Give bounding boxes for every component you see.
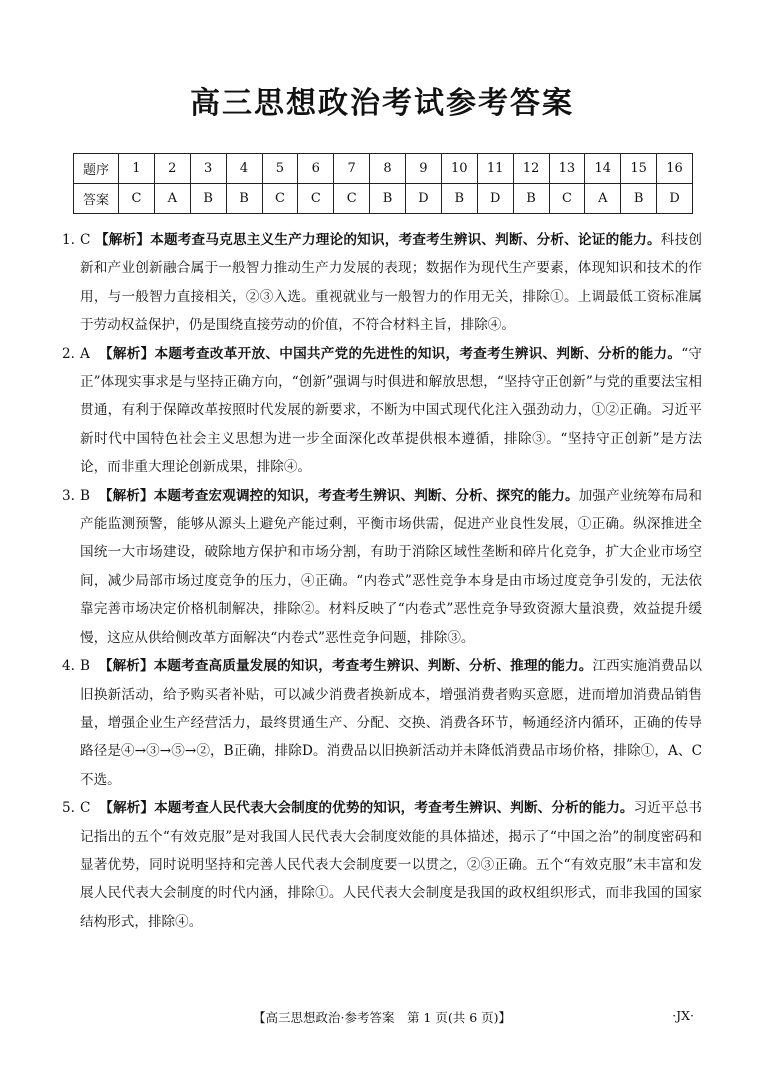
question-number: 1. xyxy=(62,232,75,248)
answer-cell: B xyxy=(621,184,657,214)
number-row xyxy=(74,154,693,184)
analysis-body: 江西实施消费品以旧换新活动，给予购买者补贴，可以减少消费者换新成本，增强消费者购买意愿，进而增加消费品销售量，增强企业生产经营活力，最终贯通生产、分配、交换、消费各环节，畅通经济内循环，正确的传导路径是④→③→⑤→②，B正确，排除D。消费品以旧换新活动并未降低消费品市场价格，排除①，A、C不选。 xyxy=(80,658,702,788)
number-cell: 3 xyxy=(190,154,226,184)
number-cell: 14 xyxy=(585,154,621,184)
number-cell: 16 xyxy=(657,154,693,184)
number-cell: 9 xyxy=(406,154,442,184)
page-title: 高三思想政治考试参考答案 xyxy=(190,86,574,121)
analysis-heading: 【解析】本题考查马克思主义生产力理论的知识，考查考生辨识、判断、分析、论证的能力。 xyxy=(94,232,661,248)
question-number: 4. xyxy=(62,658,75,675)
answer-cell: C xyxy=(298,184,334,214)
analysis-heading: 【解析】本题考查人民代表大会制度的优势的知识，考查考生辨识、判断、分析的能力。 xyxy=(99,800,634,817)
answer-cell: D xyxy=(477,184,513,214)
question-item xyxy=(62,652,702,794)
question-item xyxy=(62,794,702,936)
answer-table xyxy=(73,153,693,214)
answer-cell: C xyxy=(119,184,155,214)
question-answer: B xyxy=(80,487,90,504)
question-answer: C xyxy=(80,800,91,817)
analysis-body: 科技创新和产业创新融合属于一般智力推动生产力发展的表现；数据作为现代生产要素，体现知识和技术的作用，与一般智力直接相关，②③入选。重视就业与一般智力的作用无关，排除①。上调最低工资标准属于劳动权益保护，仍是围绕直接劳动的价值，不符合材料主旨，排除④。 xyxy=(80,232,702,334)
row-label: 答案 xyxy=(74,184,119,214)
answer-cell: D xyxy=(657,184,693,214)
number-cell: 8 xyxy=(370,154,406,184)
answer-cell: C xyxy=(334,184,370,214)
answer-cell: D xyxy=(406,184,442,214)
answer-cell: B xyxy=(513,184,549,214)
answer-cell: B xyxy=(370,184,406,214)
number-cell: 13 xyxy=(549,154,585,184)
number-cell: 6 xyxy=(298,154,334,184)
number-cell: 5 xyxy=(262,154,298,184)
number-cell: 15 xyxy=(621,154,657,184)
number-cell: 10 xyxy=(441,154,477,184)
row-label: 题序 xyxy=(74,154,119,184)
answer-cell: B xyxy=(226,184,262,214)
number-cell: 12 xyxy=(513,154,549,184)
answer-row xyxy=(74,184,693,214)
answer-cell: B xyxy=(441,184,477,214)
analysis-body: 加强产业统筹布局和产能监测预警，能够从源头上避免产能过剩，平衡市场供需，促进产业良性发展，①正确。纵深推进全国统一大市场建设，破除地方保护和市场分割，有助于消除区域性垄断和碎片化竞争，扩大企业市场空间，减少局部市场过度竞争的压力，④正确。“内卷式”恶性竞争本身是由市场过度竞争引发的，无法依靠完善市场决定价格机制解决，排除②。材料反映了“内卷式”恶性竞争导致资源大量浪费，效益提升缓慢，这应从供给侧改革方面解决“内卷式”恶性竞争问题，排除③。 xyxy=(80,487,702,646)
page-footer: 【高三思想政治·参考答案 第 1 页(共 6 页)】 xyxy=(252,1010,512,1025)
analysis-heading: 【解析】本题考查高质量发展的知识，考查考生辨识、判断、分析、推理的能力。 xyxy=(98,658,593,675)
number-cell: 11 xyxy=(477,154,513,184)
analysis-heading: 【解析】本题考查改革开放、中国共产党的先进性的知识，考查考生辨识、判断、分析的能力。 xyxy=(99,345,682,362)
answer-cell: B xyxy=(190,184,226,214)
number-cell: 4 xyxy=(226,154,262,184)
number-cell: 2 xyxy=(154,154,190,184)
analysis-body: “守正”体现实事求是与坚持正确方向，“创新”强调与时俱进和解放思想，“坚持守正创新”与党的重要法宝相贯通，有利于保障改革按照时代发展的新要求，不断为中国式现代化注入强劲动力，①②正确。习近平新时代中国特色社会主义思想为进一步全面深化改革提供根本遵循，排除③。“坚持守正创新”是方法论，而非重大理论创新成果，排除④。 xyxy=(80,345,702,476)
question-number: 2. xyxy=(62,345,75,362)
question-item xyxy=(62,226,702,340)
question-answer: A xyxy=(80,345,90,362)
question-item xyxy=(62,340,702,482)
question-answer: C xyxy=(80,232,91,248)
analysis-heading: 【解析】本题考查宏观调控的知识，考查考生辨识、判断、分析、探究的能力。 xyxy=(98,487,579,504)
question-list xyxy=(62,226,702,936)
answer-cell: A xyxy=(154,184,190,214)
question-answer: B xyxy=(80,658,90,675)
answer-cell: A xyxy=(585,184,621,214)
question-number: 5. xyxy=(62,800,75,817)
number-cell: 7 xyxy=(334,154,370,184)
answer-cell: C xyxy=(262,184,298,214)
question-number: 3. xyxy=(62,487,75,504)
question-item xyxy=(62,482,702,652)
answer-cell: C xyxy=(549,184,585,214)
footer-region-tag: ·JX· xyxy=(672,1008,694,1023)
analysis-body: 习近平总书记指出的五个“有效克服”是对我国人民代表大会制度效能的具体描述，揭示了“中国之治”的制度密码和显著优势，同时说明坚持和完善人民代表大会制度要一以贯之，②③正确。五个“有效克服”未丰富和发展人民代表大会制度的时代内涵，排除①。人民代表大会制度是我国的政权组织形式，而非我国的国家结构形式，排除④。 xyxy=(80,800,702,930)
number-cell: 1 xyxy=(119,154,155,184)
